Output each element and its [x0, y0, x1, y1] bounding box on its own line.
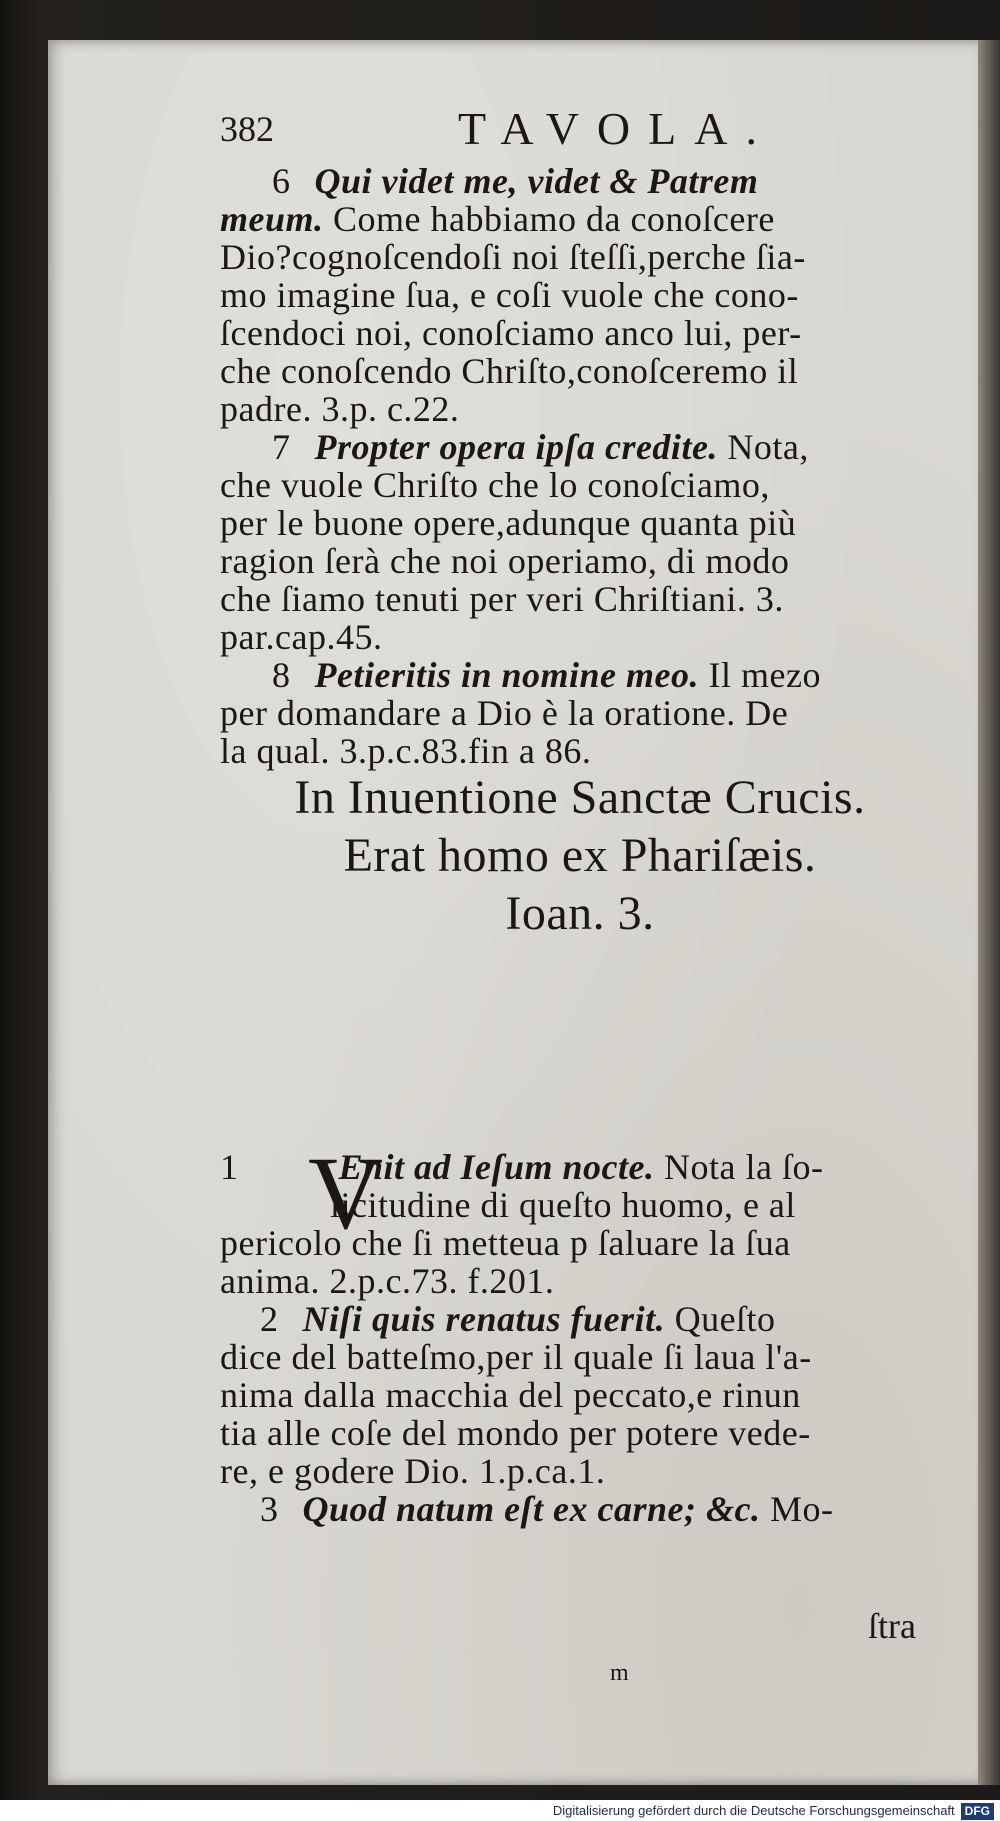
drop-cap: V [308, 1136, 384, 1251]
text-line [220, 1146, 823, 1188]
latin-quote: Quod natum eſt ex carne; &c. [302, 1489, 761, 1529]
commentary-text: tia alle coſe del mondo per potere vede- [220, 1413, 811, 1453]
text-line [330, 1184, 796, 1226]
commentary-text: Come habbiamo da conoſcere [323, 199, 775, 239]
text-line [220, 464, 770, 506]
section-heading-line-2: Erat homo ex Phariſæis. [343, 829, 817, 882]
footer-credit: Digitalisierung gefördert durch die Deutsche Forschungsgemeinschaft [552, 1803, 955, 1818]
page-number: 382 [220, 109, 274, 149]
commentary-text: pericolo che ſi metteua p ſaluare la ſua [220, 1223, 791, 1263]
entry-number: 1 [220, 1147, 239, 1187]
text-line [220, 236, 806, 278]
latin-quote: Propter opera ipſa credite. [314, 427, 718, 467]
section-heading-line-1: In Inuentione Sanctæ Crucis. [294, 771, 866, 824]
commentary-text: par.cap.45. [220, 617, 383, 657]
commentary-text: Il mezo [699, 655, 821, 695]
digitization-footer [0, 1800, 1000, 1821]
commentary-text: la qual. 3.p.c.83.fin a 86. [220, 731, 592, 771]
text-line [220, 274, 799, 316]
text-line [220, 692, 788, 734]
commentary-text: Mo- [760, 1489, 834, 1529]
commentary-text: ſcendoci noi, conoſciamo anco lui, per- [220, 313, 802, 353]
entry-number: 3 [260, 1489, 279, 1529]
commentary-text: anima. 2.p.c.73. f.201. [220, 1261, 555, 1301]
latin-quote: meum. [220, 199, 324, 239]
commentary-text: Queſto [665, 1299, 776, 1339]
latin-quote: Qui videt me, videt & Patrem [314, 161, 759, 201]
latin-quote: Petieritis in nomine meo. [314, 655, 700, 695]
text-line [220, 312, 802, 354]
entry-number: 6 [272, 161, 291, 201]
commentary-text: per le buone opere,adunque quanta più [220, 503, 797, 543]
latin-quote: Niſi quis renatus fuerit. [302, 1299, 666, 1339]
text-line [220, 350, 798, 392]
text-line [220, 578, 784, 620]
commentary-text: Dio?cognoſcendoſi noi ſteſſi,perche ſia- [220, 237, 806, 277]
catchword: ſtra [868, 1606, 916, 1646]
running-title: TAVOLA. [458, 103, 775, 154]
text-line [272, 654, 821, 696]
commentary-text: licitudine di queſto huomo, e al [330, 1185, 796, 1225]
text-line [220, 730, 591, 772]
text-line [220, 1374, 801, 1416]
commentary-text: che conoſcendo Chriſto,conoſceremo il [220, 351, 799, 391]
text-line [220, 502, 796, 544]
entry-number: 7 [272, 427, 291, 467]
commentary-text: mo imagine ſua, e coſi vuole che cono- [220, 275, 799, 315]
page-edge [978, 40, 1000, 1785]
text-line [220, 1260, 554, 1302]
commentary-text: dice del batteſmo,per il quale ſi laua l'a- [220, 1337, 812, 1377]
commentary-text: che vuole Chriſto che lo conoſciamo, [220, 465, 770, 505]
dfg-logo: DFG [961, 1803, 994, 1820]
commentary-text: che ſiamo tenuti per veri Chriſtiani. 3. [220, 579, 784, 619]
commentary-text: nima dalla macchia del peccato,e rinun [220, 1375, 801, 1415]
text-line [220, 198, 775, 240]
book-page [48, 40, 986, 1785]
text-line [220, 388, 459, 430]
text-line [220, 1336, 812, 1378]
text-line [220, 616, 382, 658]
latin-quote: Enit ad Ieſum nocte. [338, 1147, 655, 1187]
commentary-text: per domandare a Dio è la oratione. De [220, 693, 789, 733]
commentary-text: padre. 3.p. c.22. [220, 389, 460, 429]
signature-mark: m [610, 1660, 629, 1686]
text-line [220, 1412, 811, 1454]
commentary-text: ragion ſerà che noi operiamo, di modo [220, 541, 790, 581]
text-line [260, 1298, 776, 1340]
text-line [260, 1488, 833, 1530]
commentary-text: Nota, [717, 427, 809, 467]
text-line [272, 160, 758, 202]
text-line [272, 426, 809, 468]
entry-number: 2 [260, 1299, 279, 1339]
section-heading-line-3: Ioan. 3. [505, 887, 655, 940]
commentary-text: Nota la ſo- [654, 1147, 824, 1187]
text-line [220, 540, 789, 582]
entry-number: 8 [272, 655, 291, 695]
text-line [220, 1450, 605, 1492]
text-line [220, 1222, 791, 1264]
commentary-text: re, e godere Dio. 1.p.ca.1. [220, 1451, 606, 1491]
